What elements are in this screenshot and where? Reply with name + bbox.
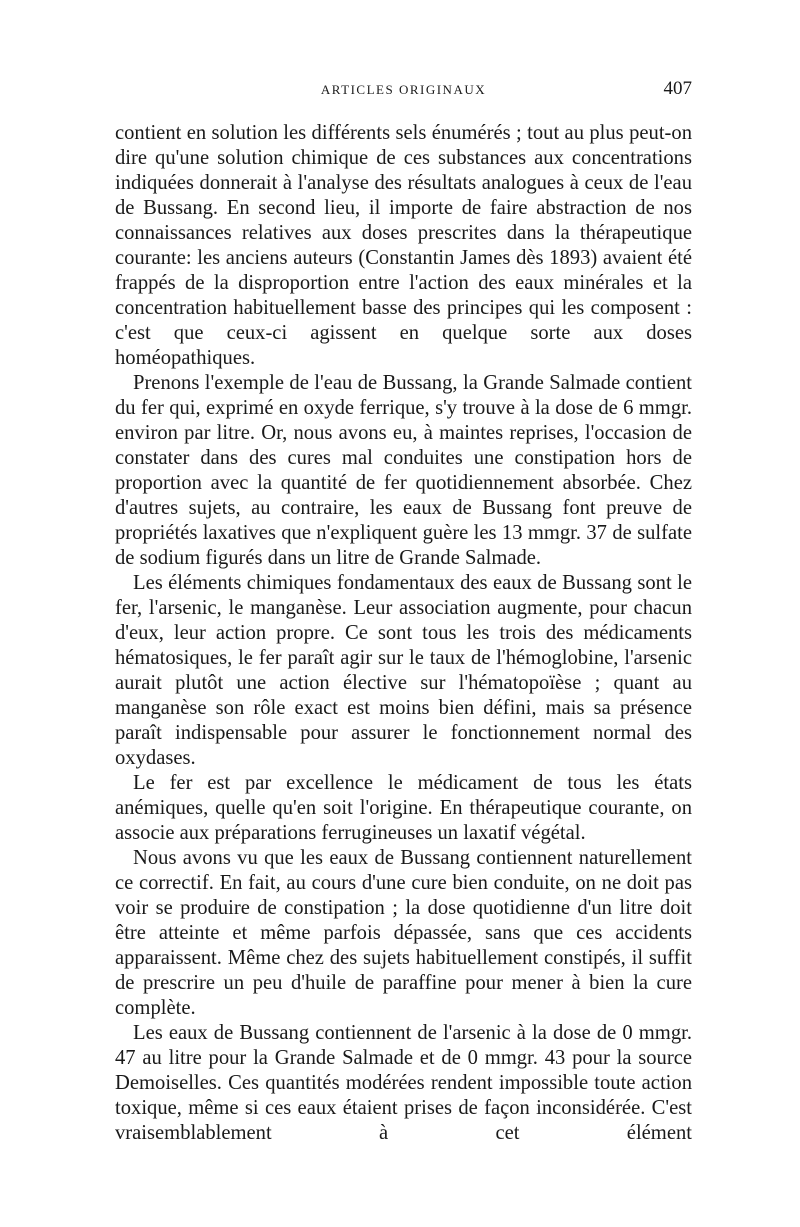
- page-number: 407: [663, 78, 692, 99]
- paragraph: Les éléments chimiques fondamentaux des eaux de Bussang sont le fer, l'arsenic, le manganèse. Leur association augmente, pour chacun d'eux, leur action propre. Ce sont tous les trois des médicaments hématosiques, le fer paraît agir sur le taux de l'hémoglobine, l'arsenic aurait plutôt une action élective sur l'hématopoïèse ; quant au manganèse son rôle exact est moins bien défini, mais sa présence paraît indispensable pour assurer le fonctionnement normal des oxydases.: [115, 572, 692, 769]
- paragraph: Le fer est par excellence le médicament de tous les états anémiques, quelle qu'en soit l'origine. En thérapeutique courante, on associe aux préparations ferrugineuses un laxatif végétal.: [115, 772, 692, 844]
- page-header: [115, 78, 692, 102]
- body-text: [115, 121, 692, 1146]
- paragraph: Les eaux de Bussang contiennent de l'arsenic à la dose de 0 mmgr. 47 au litre pour la Grande Salmade et de 0 mmgr. 43 pour la source Demoiselles. Ces quantités modérées rendent impossible toute action toxique, même si ces eaux étaient prises de façon inconsidérée. C'est vraisemblablement à cet élément: [115, 1022, 692, 1144]
- paragraph: Nous avons vu que les eaux de Bussang contiennent naturellement ce correctif. En fait, au cours d'une cure bien conduite, on ne doit pas voir se produire de constipation ; la dose quotidienne d'un litre doit être atteinte et même parfois dépassée, sans que ces accidents apparaissent. Même chez des sujets habituellement constipés, il suffit de prescrire un peu d'huile de paraffine pour mener à bien la cure complète.: [115, 847, 692, 1019]
- paragraph: contient en solution les différents sels énumérés ; tout au plus peut-on dire qu'une solution chimique de ces substances aux concentrations indiquées donnerait à l'analyse des résultats analogues à ceux de l'eau de Bussang. En second lieu, il importe de faire abstraction de nos connaissances relatives aux doses prescrites dans la thérapeutique courante: les anciens auteurs (Constantin James dès 1893) avaient été frappés de la disproportion entre l'action des eaux minérales et la concentration habituellement basse des principes qui les composent : c'est que ceux-ci agissent en quelque sorte aux doses homéopathiques.: [115, 122, 692, 369]
- paragraph: Prenons l'exemple de l'eau de Bussang, la Grande Salmade contient du fer qui, exprimé en oxyde ferrique, s'y trouve à la dose de 6 mmgr. environ par litre. Or, nous avons eu, à maintes reprises, l'occasion de constater dans des cures mal conduites une constipation hors de proportion avec la quantité de fer quotidiennement absorbée. Chez d'autres sujets, au contraire, les eaux de Bussang font preuve de propriétés laxatives que n'expliquent guère les 13 mmgr. 37 de sulfate de sodium figurés dans un litre de Grande Salmade.: [115, 372, 692, 569]
- running-title: ARTICLES ORIGINAUX: [320, 82, 487, 97]
